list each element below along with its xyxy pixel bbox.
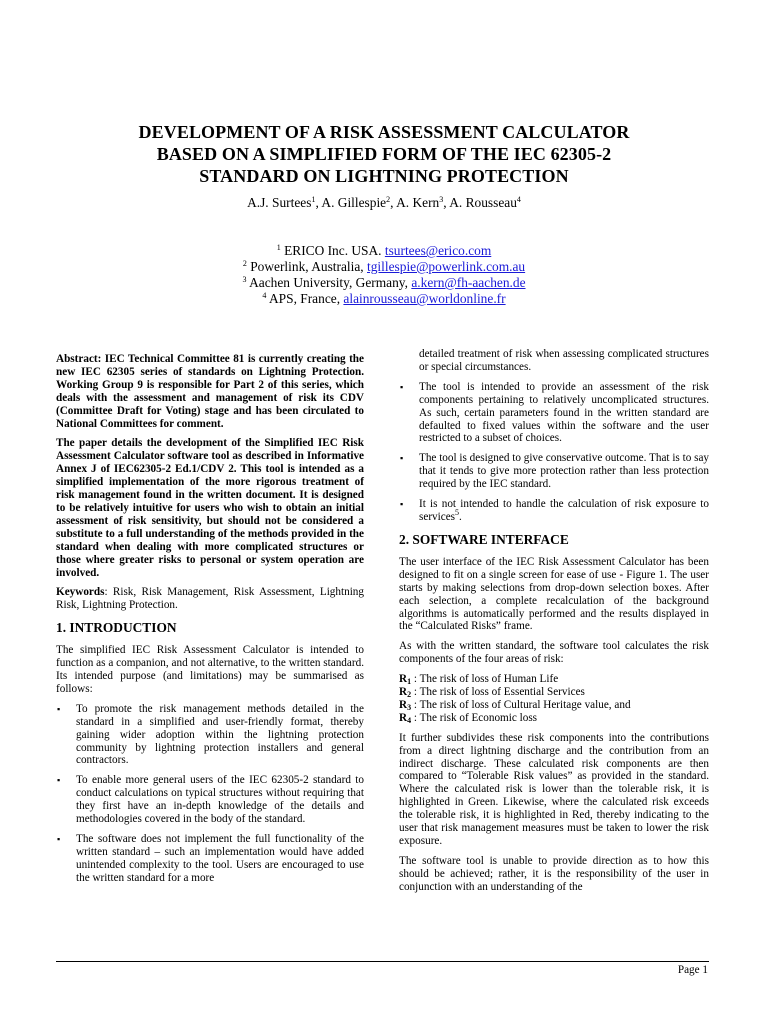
body-paragraph: The software tool is unable to provide direction as to how this should be achieved; rather, it is the responsibility of the user in conjunction with an understanding of the [399, 854, 709, 893]
affiliation-sup: 3 [242, 275, 247, 284]
affiliation-text: Aachen University, Germany, [249, 275, 412, 290]
bullet-icon: ▪ [57, 775, 61, 786]
risk-item [399, 699, 709, 712]
keywords-label: Keywords [56, 586, 105, 599]
risk-text: : The risk of loss of Human Life [411, 673, 559, 686]
author-sup: 3 [439, 195, 444, 204]
bullet-list [399, 381, 709, 524]
risk-subscript: 3 [407, 702, 412, 712]
bullet-icon: ▪ [400, 381, 404, 392]
list-item [399, 452, 709, 491]
affiliation [60, 243, 708, 259]
author-name: A. Gillespie [321, 195, 387, 210]
author-list: A.J. Surtees$^1$, A. Gillespie$^2$, A. Kern$^3$, A. Rousseau$^4$ [247, 195, 521, 210]
keywords-text: : Risk, Risk Management, Risk Assessment, Lightning Risk, Lightning Protection. [56, 586, 364, 612]
risk-list [399, 673, 709, 725]
affiliation-sup: 4 [262, 291, 267, 300]
risk-symbol: R [399, 686, 408, 699]
right-column [399, 348, 709, 901]
risk-symbol: R [399, 711, 408, 724]
title-line: BASED ON A SIMPLIFIED FORM OF THE IEC 62305-2 [156, 144, 612, 164]
list-item [399, 381, 709, 446]
list-item [56, 703, 364, 768]
author-sup: 1 [311, 195, 316, 204]
bullet-icon: ▪ [400, 499, 404, 510]
email-link[interactable]: tsurtees@erico.com [384, 243, 492, 258]
bullet-icon: ▪ [400, 453, 404, 464]
risk-subscript: 1 [407, 677, 412, 687]
email-link[interactable]: a.kern@fh-aachen.de [411, 275, 526, 290]
list-item [56, 833, 364, 885]
bullet-icon: ▪ [57, 703, 61, 714]
list-item: ▪ It is not intended to handle the calculation of risk exposure to services$^5$. [400, 498, 709, 523]
author-name: A. Kern [396, 195, 440, 210]
footnote-sup: 5 [455, 507, 460, 517]
paper-title [60, 121, 708, 187]
affiliation-sup: 2 [242, 259, 247, 268]
risk-item [399, 686, 709, 699]
section-heading: 1. INTRODUCTION [56, 620, 177, 636]
risk-item [399, 712, 709, 725]
body-paragraph: The simplified IEC Risk Assessment Calculator is intended to function as a companion, and not alternative, to the written standard. Its intended purpose (and limitations) may be summarised as follows: [56, 644, 364, 695]
affiliation [60, 259, 708, 275]
list-item-text: The tool is intended to provide an assessment of the risk components pertaining to relatively uncomplicated structures. As such, certain parameters found in the written standard are defaulted to fixed values within the software and the user restricted to a subset of choices. [419, 380, 709, 445]
keywords [56, 586, 364, 612]
left-column [56, 353, 364, 892]
risk-subscript: 2 [407, 690, 412, 700]
author-sup: 2 [386, 195, 391, 204]
body-paragraph: As with the written standard, the software tool calculates the risk components of the four areas of risk: [399, 640, 709, 666]
body-paragraph: It further subdivides these risk components into the contributions from a direct lightning discharge and the contribution from an indirect discharge. These calculated risk components are then compared to “Tolerable Risk values” as provided in the standard. Where the calculated risk is lower than the tolerable risk, it is highlighted in Green. Likewise, where the calculated risk exceeds the tolerable risk, it is highlighted in Red, thereby indicating to the user that risk management measures must be taken to lower the risk exposure. [399, 731, 709, 847]
page-number: Page 1 [677, 964, 708, 976]
risk-symbol: R [399, 673, 408, 686]
abstract-paragraph: Abstract: IEC Technical Committee 81 is currently creating the new IEC 62305 series of standards on Lightning Protection. Working Group 9 is responsible for Part 2 of this series, which deals with the assessment and management of risk its CDV (Committee Draft for Voting) stage and has been circulated to National Committees for comment. [56, 353, 364, 430]
email-link[interactable]: alainrousseau@worldonline.fr [343, 291, 506, 306]
list-item-text: To promote the risk management methods detailed in the standard in a simplified and user-friendly format, thereby gaining wider adoption within the lightning protection community by lightning protection installers and general contractors. [76, 702, 364, 767]
footer-rule [56, 961, 709, 962]
risk-text: : The risk of loss of Essential Services [411, 686, 585, 699]
list-item-text: It is not intended to handle the calculation of risk exposure to services [419, 498, 709, 523]
title-line: DEVELOPMENT OF A RISK ASSESSMENT CALCULATOR [138, 122, 630, 142]
affiliation-text: Powerlink, Australia, [250, 259, 368, 274]
author-sup: 4 [516, 195, 521, 204]
bullet-list [56, 703, 364, 885]
section-heading: 2. SOFTWARE INTERFACE [399, 531, 569, 547]
risk-item [399, 673, 709, 686]
list-item-text: The software does not implement the full functionality of the written standard – such an implementation would have added unintended complexity to the tool. Users are encouraged to use the written standard for a more [76, 833, 364, 884]
email-link[interactable]: tgillespie@powerlink.com.au [367, 259, 526, 274]
list-item [56, 774, 364, 826]
risk-symbol: R [399, 698, 408, 711]
list-item-text: To enable more general users of the IEC 62305-2 standard to conduct calculations on typical structures without requiring that they first have an in-depth knowledge of the details and methodologies covered in the body of the standard. [76, 774, 364, 826]
affiliation-text: APS, France, [269, 291, 344, 306]
affiliation-sup: 1 [276, 243, 281, 252]
author-name: A. Rousseau [449, 195, 517, 210]
bullet-icon: ▪ [57, 834, 61, 844]
title-line: STANDARD ON LIGHTNING PROTECTION [199, 166, 569, 186]
risk-text: : The risk of Economic loss [411, 711, 538, 724]
risk-subscript: 4 [407, 715, 412, 725]
list-item-text: The tool is designed to give conservative outcome. That is to say that it tends to give more protection rather than less protection required by the IEC standard. [419, 452, 709, 491]
risk-text: : The risk of loss of Cultural Heritage value, and [411, 698, 631, 711]
affiliation-list [60, 243, 708, 307]
author-name: A.J. Surtees [247, 195, 312, 210]
affiliation [60, 275, 708, 291]
list-item-continuation: detailed treatment of risk when assessing complicated structures or special circumstances. [419, 348, 709, 373]
affiliation [60, 291, 708, 307]
affiliation-text: ERICO Inc. USA. [284, 243, 385, 258]
body-paragraph: The user interface of the IEC Risk Assessment Calculator has been designed to fit on a single screen for ease of use - Figure 1. The user starts by making selections from drop-down selection boxes. After each selection, a complete recalculation of the background algorithms is automatically performed and the results displayed in the “Calculated Risks” frame. [399, 555, 709, 633]
abstract-paragraph: The paper details the development of the Simplified IEC Risk Assessment Calculator software tool as described in Informative Annex J of IEC62305-2 Ed.1/CDV 2. This tool is intended as a simplified implementation of the more rigorous treatment of risk management found in the written document. It is designed to be relatively intuitive for users who wish to obtain an initial assessment of risk sensitivity, but should not be considered a substitute to a full understanding of the methods provided in the standard when dealing with more complicated structures or those where greater risks to personal or system operation are involved. [56, 437, 364, 579]
